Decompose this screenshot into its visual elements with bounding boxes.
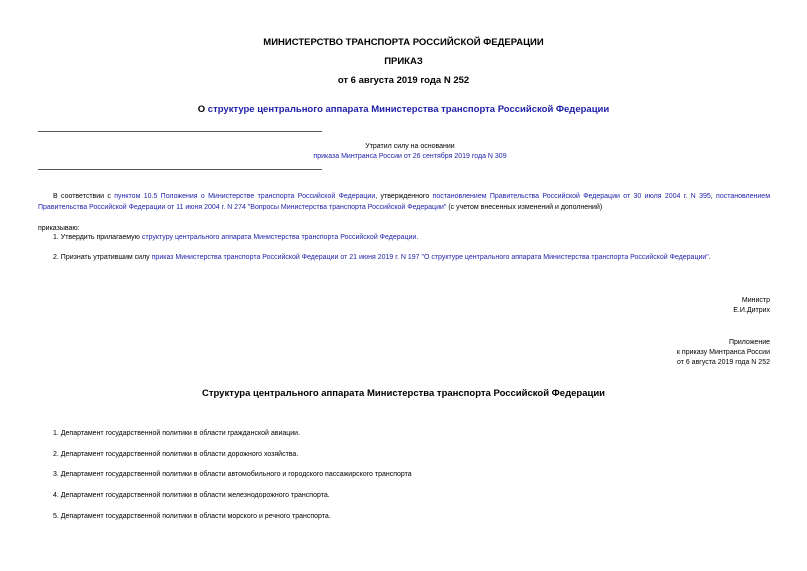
- structure-title: Структура центрального аппарата Министерства транспорта Российской Федерации: [201, 388, 605, 399]
- preamble-text-2: , утвержденного: [375, 193, 433, 200]
- title-link[interactable]: структуре центрального аппарата Министерства транспорта Российской Федерации: [207, 104, 610, 115]
- point-2: [53, 253, 773, 264]
- signature-position: Министр: [741, 297, 770, 304]
- point-1-end: .: [416, 234, 419, 241]
- preamble-paragraph: [38, 192, 770, 213]
- status-top-divider: [38, 131, 322, 132]
- preamble-text-4: (с учетом внесенных изменений и дополнений): [446, 203, 603, 211]
- point-1: [53, 233, 773, 244]
- department-item: 5. Департамент государственной политики в области морского и речного транспорта.: [53, 513, 331, 520]
- preamble-link-regulation[interactable]: пунктом 10.5 Положения о Министерстве транспорта Российской Федерации: [114, 193, 376, 200]
- department-item: 3. Департамент государственной политики в области автомобильного и городского пассажирского транспорта: [53, 471, 412, 478]
- preamble-link-resolution-395[interactable]: постановлением Правительства Российской Федерации от 30 июля 2004 г. N 395: [432, 193, 711, 200]
- status-link[interactable]: приказа Минтранса России от 26 сентября 2019 года N 309: [313, 153, 507, 160]
- status-bottom-divider: [38, 169, 322, 170]
- appendix-ref: к приказу Минтранса России: [676, 349, 770, 356]
- point-2-end: .: [708, 254, 711, 261]
- appendix-label: Приложение: [728, 339, 770, 346]
- point-2-link[interactable]: приказ Министерства транспорта Российской Федерации от 21 июня 2019 г. N 197 "О структуре центрального аппарата Министерства транспорта Российской Федерации": [151, 254, 709, 261]
- signature-name: Е.И.Дитрих: [733, 307, 770, 314]
- point-2-text: 2. Признать утратившим силу: [53, 254, 152, 261]
- department-item: 4. Департамент государственной политики в области железнодорожного транспорта.: [53, 492, 330, 499]
- ministry-heading: МИНИСТЕРСТВО ТРАНСПОРТА РОССИЙСКОЙ ФЕДЕРАЦИИ: [263, 37, 544, 48]
- point-1-link[interactable]: структуру центрального аппарата Министерства транспорта Российской Федерации: [141, 234, 417, 241]
- title-prefix: О: [197, 104, 208, 115]
- appendix-date: от 6 августа 2019 года N 252: [676, 359, 770, 366]
- preamble-link-resolution-274[interactable]: постановлением Правительства Российской Федерации от 11 июня 2004 г. N 274 "Вопросы Министерства транспорта Российской Федерации": [38, 193, 771, 211]
- preamble-text-3: ,: [710, 193, 717, 200]
- doc-type-heading: ПРИКАЗ: [384, 56, 423, 67]
- point-1-text: 1. Утвердить прилагаемую: [53, 234, 142, 241]
- department-item: 1. Департамент государственной политики в области гражданской авиации.: [53, 430, 301, 437]
- preamble-text-1: В соответствии с: [53, 193, 115, 200]
- document-title: [0, 104, 807, 115]
- department-item: 2. Департамент государственной политики в области дорожного хозяйства.: [53, 451, 299, 458]
- order-word: приказываю:: [38, 225, 80, 232]
- doc-date-number: от 6 августа 2019 года N 252: [337, 75, 470, 86]
- status-text: Утратил силу на основании: [365, 143, 455, 150]
